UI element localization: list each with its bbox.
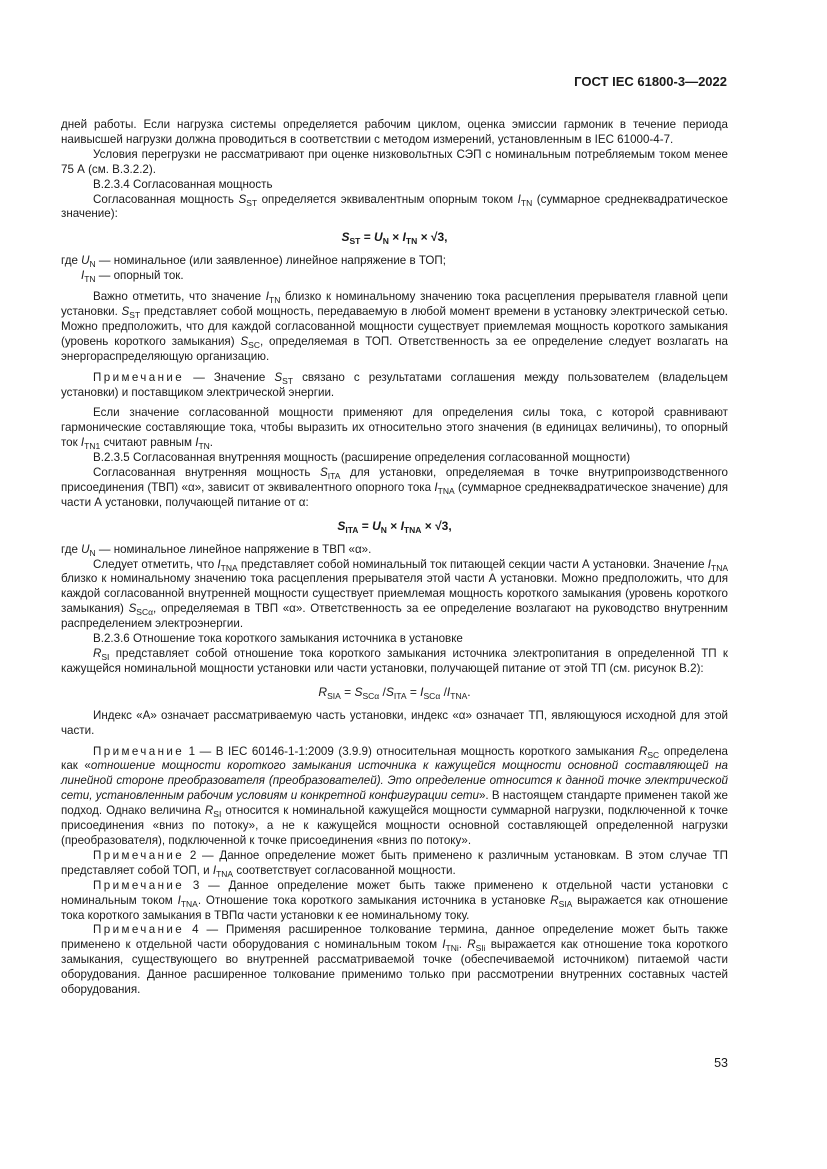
page-number: 53: [714, 1056, 728, 1070]
formula-rsia: $R_{SIA} = S_{SC\alpha}$ $/S_{ITA} = I_{SC\alpha}$ $/I_{TNA}$.: [318, 684, 471, 701]
note: Примечание 3 — Данное определение может быть также применено к отдельной части установки с номинальным током $I_{TNA}$. Отношение тока короткого замыкания источника в установке $R_{SIA}$ выражается как отношение тока короткого замыкания в ТВПα части установки к ее номинальному току.: [61, 878, 728, 922]
note: Примечание 2 — Данное определение может быть применено к различным установкам. В этом случае ТП представляет собой ТОП, и $I_{TNA}$ соответствует согласованной мощности.: [61, 848, 728, 879]
paragraph: $R_{SI}$ представляет собой отношение тока короткого замыкания источника электропитания в определенной ТП к кажущейся номинальной мощности установки или части установки, получающей питание от этой ТП (см. рисунок В.2):: [61, 647, 728, 675]
paragraph: Важно отметить, что значение $I_{TN}$ близко к номинальному значению тока расцепления прерывателя главной цепи установки. $S_{ST}$ представляет собой мощность, передаваемую в любой момент времени в установку электрической сетью. Можно предположить, что для каждой согласованной мощности существует приемлемая мощность короткого замыкания (уровень короткого замыкания) $S_{SC}$, определяемая в ТОП. Ответственность за ее определение следует возлагать на энергораспределяющую организацию.: [61, 290, 728, 363]
paragraph: дней работы. Если нагрузка системы определяется рабочим циклом, оценка эмиссии гармоник в течение периода наивысшей нагрузки должна проводиться в соответствии с методом измерений, установленным в IEC 61000-4-7.: [61, 118, 728, 146]
paragraph: Согласованная мощность $S_{ST}$ определяется эквивалентным опорным током $I_{TN}$ (суммарное среднеквадратическое значение):: [61, 192, 728, 221]
paragraph: Условия перегрузки не рассматривают при оценке низковольтных СЭП с номинальным потребляемым током менее 75 А (см. В.3.2.2).: [61, 147, 728, 176]
section-heading: В.2.3.5 Согласованная внутренняя мощность (расширение определения согласованной мощности): [93, 451, 631, 465]
note: Примечание — Значение $S_{ST}$ связано с результатами соглашения между пользователем (владельцем установки) и поставщиком электрической энергии.: [61, 370, 729, 399]
document-body: [61, 118, 728, 998]
definition: $I_{TN}$ — опорный ток.: [81, 269, 184, 285]
note: Примечание 1 — В IEC 60146-1-1:2009 (3.9.9) относительная мощность короткого замыкания $R_{SC}$ определена как «отношение мощности короткого замыкания источника к кажущейся мощности основной составляющей на линейной стороне преобразователя (преобразователей). Это определение относится к данной точке электрической сети, установленным рабочим условиям и конкретной конфигурации сети». В настоящем стандарте применен такой же подход. Однако величина $R_{SI}$ относится к номинальной кажущейся мощности суммарной нагрузки, подключенной к точке присоединения «вниз по потоку», а не к кажущейся мощности основной составляющей определенной нагрузки (преобразователя), подключенной к точке присоединения «вниз по потоку».: [61, 744, 729, 847]
definition: где $U_N$ — номинальное (или заявленное) линейное напряжение в ТОП;: [61, 254, 446, 270]
formula-sita: $S_{ITA} = U_N \times I_{TNA} \times √3$,: [337, 518, 452, 535]
standard-header: ГОСТ IEC 61800-3—2022: [574, 74, 727, 89]
note: Примечание 4 — Применяя расширенное толкование термина, данное определение может быть также применено к отдельной части оборудования с номинальным током $I_{TNi}$. $R_{SIi}$ выражается как отношение тока короткого замыкания, существующего во внутренней рассматриваемой точке (обеспечиваемой источником) питаемой части оборудования. Данное расширенное толкование применимо только при рассмотрении внутренних составных частей оборудования.: [61, 923, 728, 997]
paragraph: Если значение согласованной мощности применяют для определения силы тока, с которой сравнивают гармонические составляющие тока, чтобы выразить их относительно этого значения (в единицах величины), то опорный ток $I_{TN1}$ считают равным $I_{TN}$.: [61, 406, 728, 452]
paragraph: Следует отметить, что $I_{TNA}$ представляет собой номинальный ток питающей секции части А установки. Значение $I_{TNA}$ близко к номинальному значению тока расцепления прерывателя этой части А установки. Можно предположить, что для каждой согласованной внутренней мощности существует приемлемая мощность короткого замыкания (уровень короткого замыкания) $S_{SC\alpha}$, определяемая в ТВП «α». Ответственность за ее определение возлагают на руководство внутренним распределением электроэнергии.: [61, 557, 728, 631]
definition: где $U_N$ — номинальное линейное напряжение в ТВП «α».: [61, 542, 372, 558]
section-heading: В.2.3.6 Отношение тока короткого замыкания источника в установке: [93, 632, 463, 646]
paragraph: Индекс «А» означает рассматриваемую часть установки, индекс «α» означает ТП, являющуюся исходной для этой части.: [61, 708, 728, 737]
paragraph: Согласованная внутренняя мощность $S_{ITA}$ для установки, определяемая в точке внутрипроизводственного присоединения (ТВП) «α», зависит от эквивалентного опорного тока $I_{TNA}$ (суммарное среднеквадратическое значение) для части А установки, получающей питание от α:: [61, 466, 729, 509]
section-heading: В.2.3.4 Согласованная мощность: [93, 177, 273, 191]
formula-sst: $S_{ST} = U_N \times I_{TN} \times √3$,: [341, 230, 448, 247]
